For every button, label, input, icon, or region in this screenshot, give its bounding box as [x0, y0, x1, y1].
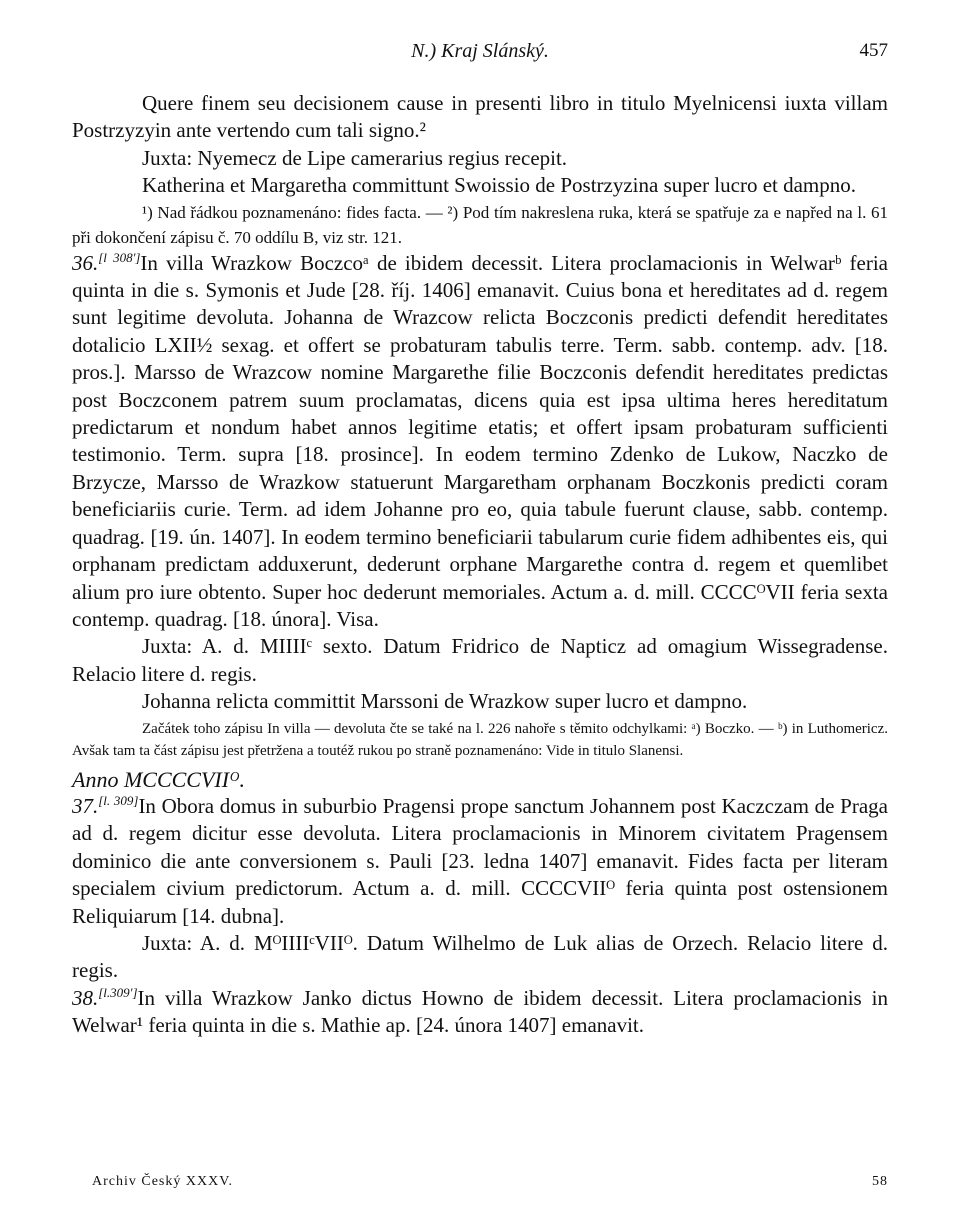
entry-36	[72, 250, 888, 634]
running-header	[72, 40, 888, 70]
entry-37-juxta: Juxta: A. d. MᴼIIIIᶜVIIᴼ. Datum Wilhelmo de Luk alias de Orzech. Relacio litere d. regis.	[72, 930, 888, 983]
entry-text: In villa Wrazkow Boczcoᵃ de ibidem decessit. Litera proclamacionis in Welwarᵇ feria quinta in die s. Symonis et Jude [28. říj. 1406] emanavit. Cuius bona et hereditates ad d. regem sunt legitime devoluta. Johanna de Wrazcow relicta Boczconis predicti defendit hereditates dotalicio LXII½ sexag. et offert se probaturam tabulis terre. Term. sabb. contemp. adv. [18. pros.]. Marsso de Wrazcow nomine Margarethe filie Boczconis defendit hereditates predictas post Boczconem patrem suum proclamatas, dicens quia est ipsa ultima heres hereditatum predictarum et nondum habet annos legitime etatis; et offert ipsam probaturam sufficienti testimonio. Term. supra [18. prosince]. In eodem termino Zdenko de Lukow, Naczko de Brzycze, Marsso de Wrazkow statuerunt Margaretham orphanam Boczkonis predicti coram beneficiariis curie. Term. ad idem Johanne pro eo, quia tabule fuerunt clause, sabb. contemp. quadrag. [19. ún. 1407]. In eodem termino beneficiarii tabularum curie fidem adhibentes eis, qui orphanam predictam adduxerunt, dederunt orphane Margarethe contra d. regem et quemlibet alium pro iure obtento. Super hoc dederunt memoriales. Actum a. d. mill. CCCCᴼVII feria sexta contemp. quadrag. [18. února]. Visa.	[72, 250, 888, 631]
page-number: 457	[859, 40, 888, 61]
entry-36-juxta: Juxta: A. d. MIIIIᶜ sexto. Datum Fridrico de Napticz ad omagium Wissegradense. Relacio litere d. regis.	[72, 634, 888, 686]
entry-37	[72, 793, 888, 930]
paragraph-katherina: Katherina et Margaretha committunt Swoissio de Postrzyzina super lucro et dampno.	[142, 173, 857, 198]
footer-signature: Archiv Český XXXV.	[92, 1174, 234, 1189]
paragraph-quere: Quere finem seu decisionem cause in presenti libro in titulo Myelnicensi iuxta villam Postrzyzyin ante vertendo cum tali signo.²	[72, 91, 888, 143]
year-heading: Anno MCCCCVIIᴼ.	[72, 766, 246, 792]
entry-text: In villa Wrazkow Janko dictus Howno de ibidem decessit. Litera proclamacionis in Welwar¹ feria quinta in die s. Mathie ap. [24. února 1407] emanavit.	[72, 985, 888, 1038]
footnote-2: Začátek toho zápisu In villa — devoluta čte se také na l. 226 nahoře s těmito odchylkami: ᵃ) Boczko. — ᵇ) in Luthomericz. Avšak tam ta část zápisu jest přetržena a toutéž rukou po straně poznamenáno: Vide in titulo Slanensi.	[72, 720, 888, 759]
entry-text: In Obora domus in suburbio Pragensi prope sanctum Johannem post Kaczczam de Praga ad d. regem dicitur esse devoluta. Litera proclamacionis in Minorem civitatem Pragensem dominico die ante conversionem s. Pauli [23. ledna 1407] emanavit. Fides facta per literam specialem civium predictorum. Actum a. d. mill. CCCCVIIᴼ feria quinta post ostensionem Reliquiarum [14. dubna].	[72, 793, 888, 928]
paragraph-juxta-nyemecz: Juxta: Nyemecz de Lipe camerarius regius recepit.	[142, 145, 568, 170]
entry-38	[72, 985, 888, 1040]
entry-number: 37.	[72, 793, 99, 818]
running-title: N.) Kraj Slánský.	[411, 40, 549, 62]
folio-ref: [l. 309]	[98, 792, 139, 808]
entry-number: 38.	[72, 985, 99, 1010]
entry-number: 36.	[72, 250, 99, 275]
page-body	[72, 90, 888, 1040]
entry-36-johanna: Johanna relicta committit Marssoni de Wrazkow super lucro et dampno.	[142, 689, 748, 714]
folio-ref: [l 308']	[98, 249, 141, 265]
footnote-1: ¹) Nad řádkou poznamenáno: fides facta. — ²) Pod tím nakreslena ruka, která se spatřuje za e napřed na l. 61 při dokončení zápisu č. 70 oddílu B, viz str. 121.	[72, 202, 888, 247]
footer-signature-number: 58	[872, 1174, 888, 1189]
page-footer	[92, 1174, 888, 1196]
folio-ref: [l.309']	[98, 984, 138, 1000]
